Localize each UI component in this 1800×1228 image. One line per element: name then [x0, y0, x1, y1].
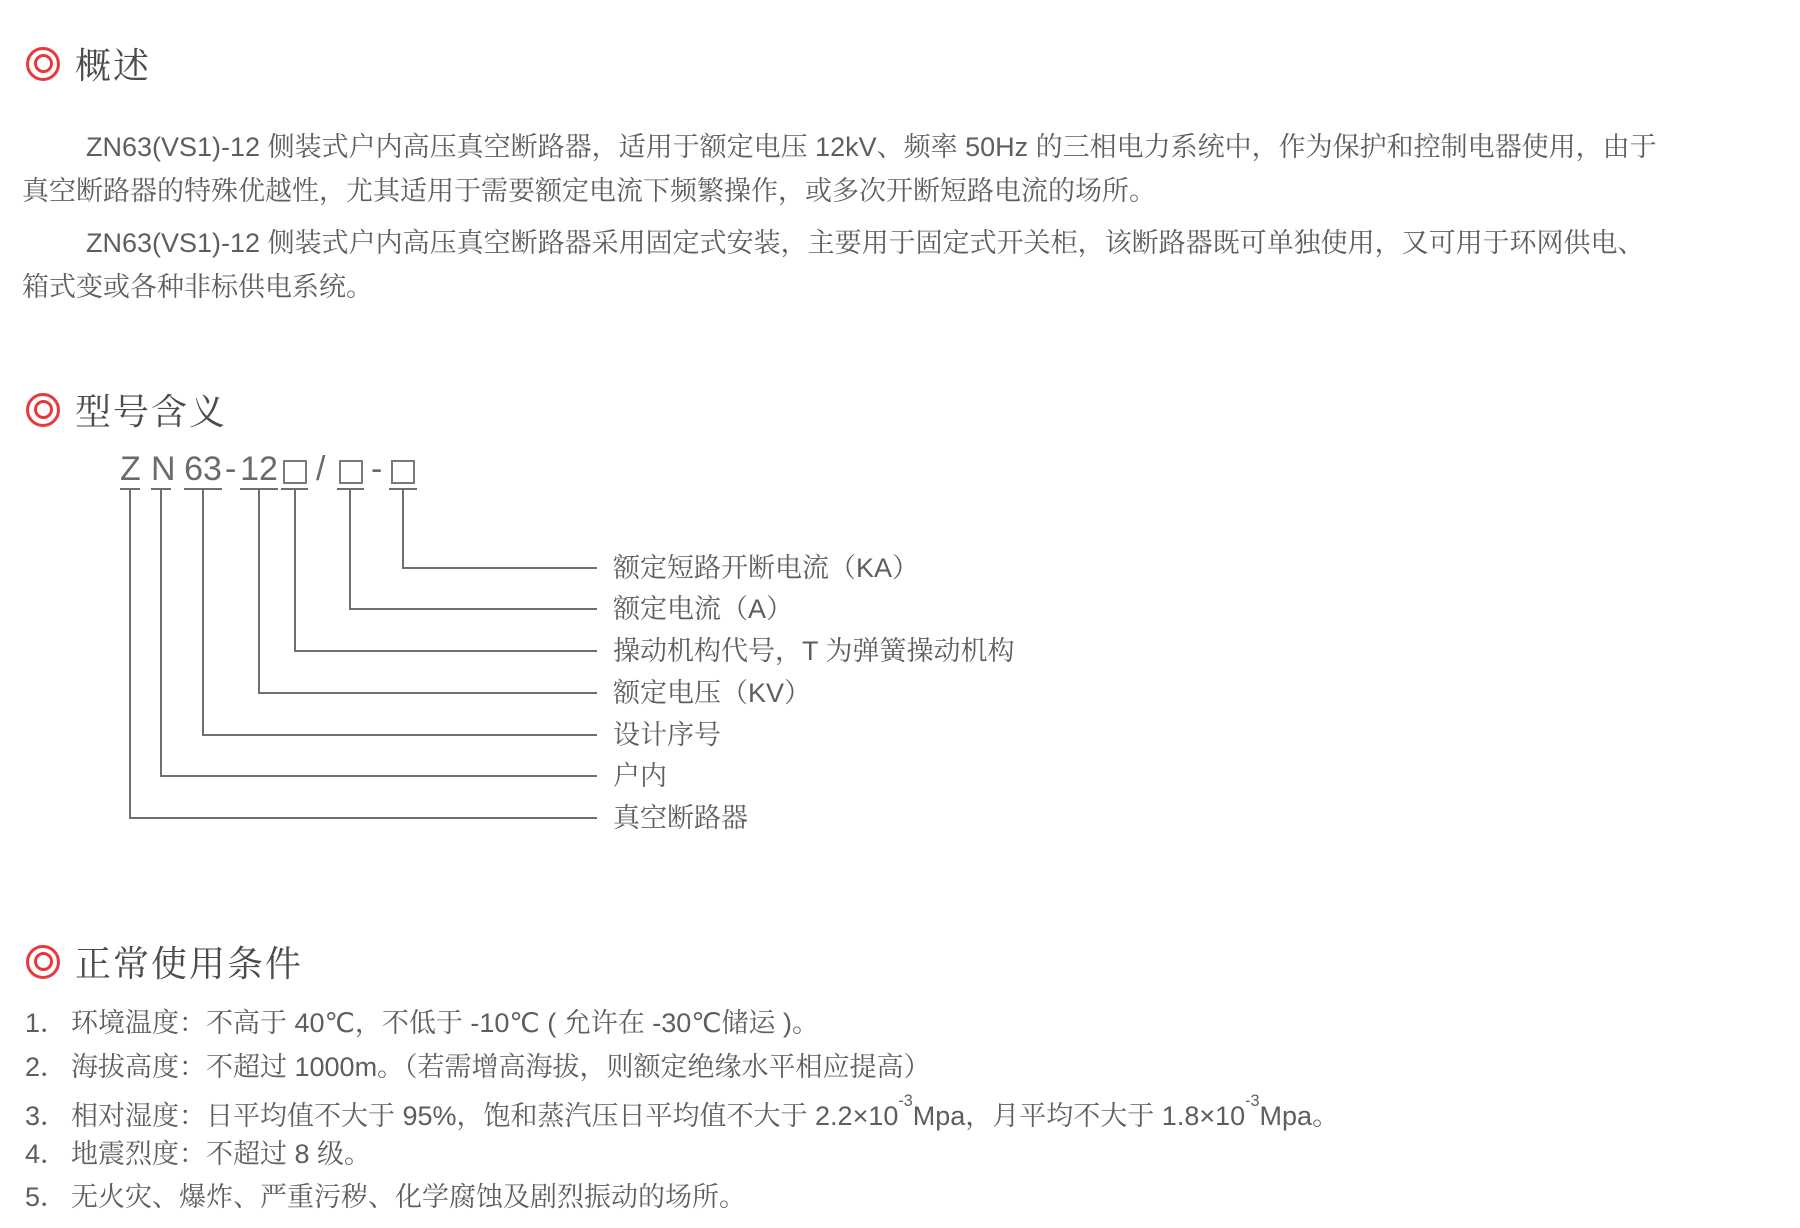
model-segment-63: 63: [184, 450, 222, 488]
condition-text-part: Mpa，月平均不大于 1.8×10: [912, 1101, 1246, 1131]
model-segment-z: Z: [120, 450, 141, 488]
model-label-rated-voltage: 额定电压（KV）: [613, 678, 812, 708]
model-placeholder-box-1: [281, 451, 308, 490]
model-meaning-section-heading: [26, 384, 227, 435]
model-separator-dash-1: -: [225, 450, 237, 488]
condition-item-4: [25, 1136, 371, 1172]
condition-number: 3．: [25, 1101, 68, 1131]
condition-number: 4．: [25, 1139, 68, 1169]
model-placeholder-box-3: [389, 451, 417, 490]
placeholder-square-icon: [339, 460, 363, 484]
condition-text: 海拔高度：不超过 1000m。（若需增高海拔，则额定绝缘水平相应提高）: [71, 1052, 931, 1082]
condition-number: 5．: [25, 1182, 68, 1212]
condition-number: 1．: [25, 1008, 68, 1038]
condition-text: 环境温度：不高于 40℃，不低于 -10℃ ( 允许在 -30℃储运 )。: [71, 1008, 820, 1038]
overview-paragraph-2-line-2: 箱式变或各种非标供电系统。: [22, 272, 373, 302]
model-label-rated-current: 额定电流（A）: [613, 594, 794, 624]
condition-item-2: [25, 1049, 931, 1085]
placeholder-square-icon: [283, 460, 307, 484]
condition-number: 2．: [25, 1052, 68, 1082]
condition-text-part: 相对湿度：日平均值不大于 95%，饱和蒸汽压日平均值不大于 2.2×10: [71, 1101, 899, 1131]
model-segment-n: N: [151, 450, 176, 488]
double-circle-icon: [26, 47, 60, 81]
overview-paragraph-1-line-1: ZN63(VS1)-12 侧装式户内高压真空断路器，适用于额定电压 12kV、频率 50Hz 的三相电力系统中，作为保护和控制电器使用，由于: [86, 132, 1657, 162]
conditions-section-heading: [26, 936, 303, 987]
placeholder-square-icon: [391, 460, 415, 484]
double-circle-inner-ring: [34, 54, 53, 73]
model-placeholder-box-2: [337, 451, 364, 490]
condition-item-5: [25, 1179, 746, 1215]
model-label-design-serial: 设计序号: [613, 720, 721, 750]
double-circle-inner-ring: [34, 400, 53, 419]
model-label-vacuum-breaker: 真空断路器: [613, 803, 748, 833]
condition-item-1: [25, 1005, 819, 1041]
model-connector-lines: [0, 490, 620, 826]
overview-paragraph-1-line-2: 真空断路器的特殊优越性，尤其适用于需要额定电流下频繁操作，或多次开断短路电流的场所。: [22, 176, 1156, 206]
double-circle-icon: [26, 393, 60, 427]
condition-text-part: Mpa。: [1259, 1101, 1340, 1131]
overview-paragraph-2-line-1: ZN63(VS1)-12 侧装式户内高压真空断路器采用固定式安装，主要用于固定式开关柜，该断路器既可单独使用，又可用于环网供电、: [86, 228, 1645, 258]
model-label-rated-breaking-current: 额定短路开断电流（KA）: [613, 553, 920, 583]
model-label-operating-mechanism: 操动机构代号，T 为弹簧操动机构: [613, 636, 1015, 666]
conditions-title: 正常使用条件: [75, 943, 304, 984]
condition-item-3: [25, 1092, 1339, 1134]
condition-text: 地震烈度：不超过 8 级。: [71, 1139, 372, 1169]
condition-text: 无火灾、爆炸、严重污秽、化学腐蚀及剧烈振动的场所。: [71, 1182, 746, 1212]
overview-title: 概述: [75, 45, 152, 86]
model-separator-slash: /: [316, 450, 326, 488]
superscript-exponent: -3: [898, 1092, 913, 1111]
model-separator-dash-2: -: [371, 450, 383, 488]
double-circle-inner-ring: [34, 952, 53, 971]
overview-section-heading: [26, 38, 151, 89]
model-meaning-title: 型号含义: [75, 391, 228, 432]
condition-text: [71, 1092, 1340, 1131]
double-circle-icon: [26, 945, 60, 979]
model-segment-12: 12: [240, 450, 278, 488]
model-label-indoor: 户内: [613, 761, 667, 791]
superscript-exponent: -3: [1245, 1092, 1260, 1111]
